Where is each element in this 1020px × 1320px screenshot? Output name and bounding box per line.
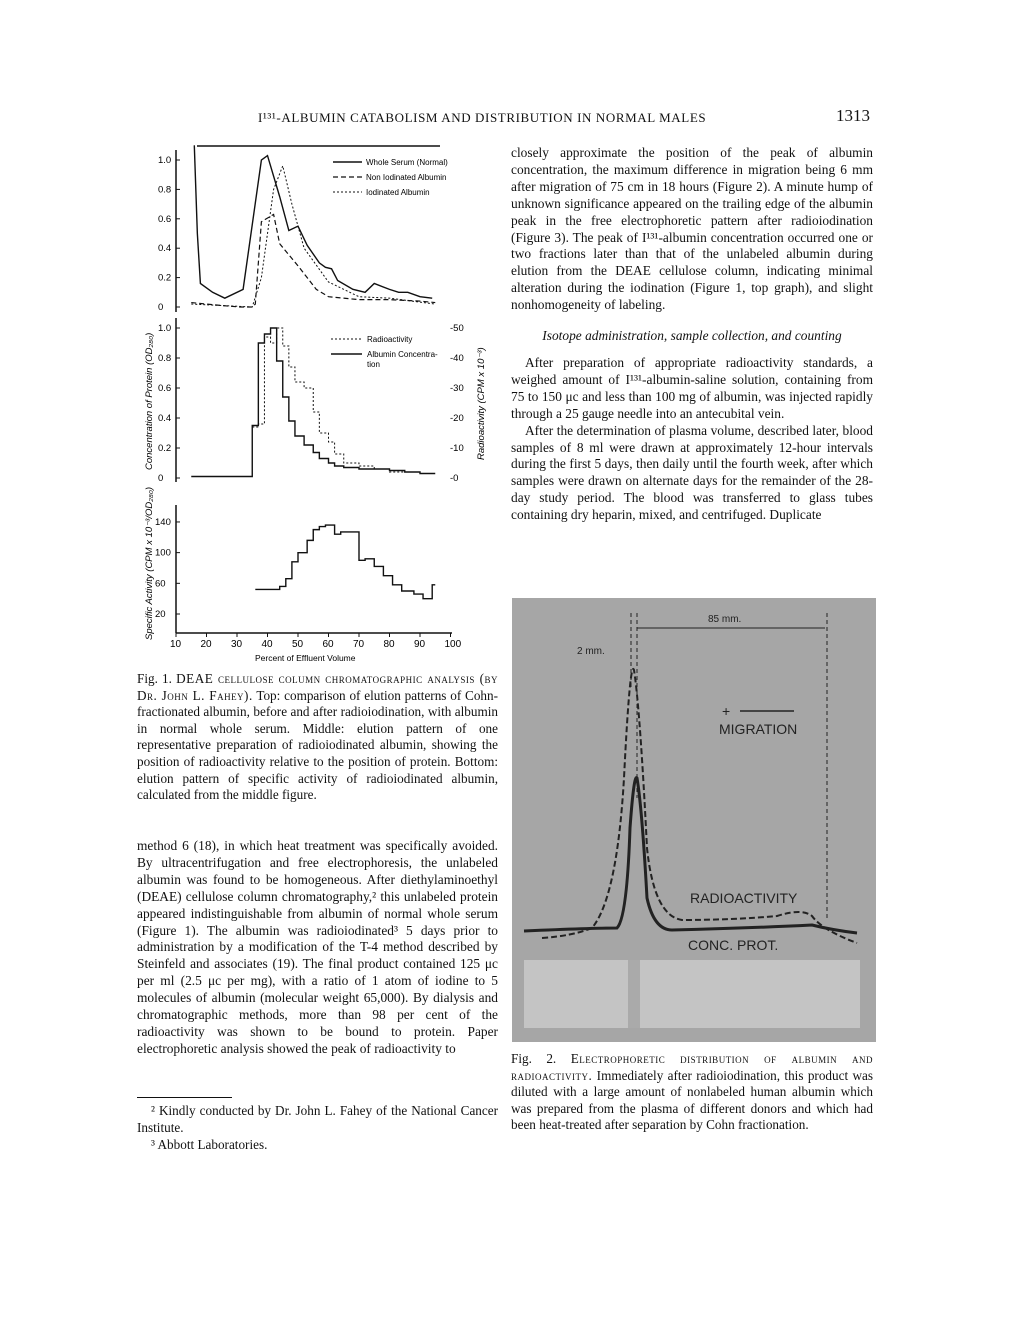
- y-tick-label-right: -30: [450, 383, 464, 394]
- plus-sign: +: [722, 703, 731, 719]
- legend-non-iodinated: Non Iodinated Albumin: [366, 173, 447, 182]
- figure-2-caption: [511, 1051, 873, 1134]
- fig1-label: Fig. 1.: [137, 671, 172, 686]
- x-tick-label: 90: [414, 639, 426, 650]
- y-tick-label-mid: 1.0: [158, 323, 172, 334]
- paragraph: closely approximate the position of the peak of albumin concentration, the maximum difference in migration being 6 mm after migration of 75 cm in 18 hours (Figure 2). A minute hump of unknown significance appeared on the trailing edge of the albumin peak in the free electrophoretic pattern after radioiodination (Figure 3). The peak of I¹³¹-albumin concentration occurred one or two fractions later than that of the unlabeled albumin during elution from the DEAE cellulose column, indicating minimal alteration during the iodination (Figure 1, top graph), and slight nonhomogeneity of labeling.: [511, 145, 873, 313]
- y-tick-label-right: -0: [450, 473, 459, 484]
- y-tick-label-top: 0.4: [158, 243, 172, 255]
- y-label-bottom: Specific Activity (CPM x 10⁻³/OD₂₈₀): [144, 487, 155, 640]
- running-title: I¹³¹-ALBUMIN CATABOLISM AND DISTRIBUTION IN NORMAL MALES: [258, 110, 707, 125]
- specific-activity-step-line: [255, 525, 435, 599]
- left-column-text: [137, 838, 498, 1058]
- y-tick-label-bottom: 140: [155, 516, 171, 528]
- y-tick-label-mid: 0.4: [158, 413, 172, 424]
- distance-85: 85 mm.: [708, 614, 742, 625]
- y-tick-label-top: 0: [158, 302, 164, 313]
- y-tick-label-top: 1.0: [158, 155, 172, 166]
- legend-radioactivity: Radioactivity: [367, 335, 413, 344]
- y-tick-label-mid: 0.6: [158, 383, 172, 394]
- paragraph: After the determination of plasma volume, described later, blood samples of 8 ml were drawn at approximately 12-hour intervals during the first 5 days, then daily until the fourth week, after which samples were drawn on alternate days for the remainder of the 28-day study period. The blood was transferred to glass tubes containing dry heparin, mixed, and centrifuged. Duplicate: [511, 422, 873, 523]
- non-iodinated-line: [191, 214, 435, 307]
- x-tick-label: 40: [261, 639, 273, 650]
- x-tick-label: 70: [353, 639, 365, 650]
- figure-1: [0, 0, 500, 670]
- right-column-text: [511, 145, 873, 524]
- migration-label: MIGRATION: [719, 721, 798, 737]
- paragraph: method 6 (18), in which heat treatment was specifically avoided. By ultracentrifugation and free electrophoresis, the unlabeled albumin was found to be homogeneous. After diethylaminoethyl (DEAE) cellulose column chromatography,² this unlabeled protein appeared indistinguishable from albumin of normal whole serum (Figure 1). The albumin was radioiodinated³ 5 days prior to administration by a modification of the T-4 method described by Steinfeld and associates (19). The final product contained 125 μc per ml (2.5 μc per mg), with a ratio of 1 atom of iodine to 5 molecules of albumin (molecular weight 65,000). By dialysis and chromatographic methods, more than 98 per cent of the radioactivity was shown to be bound to protein. Paper electrophoretic analysis showed the peak of radioactivity to: [137, 838, 498, 1056]
- y-tick-label-bottom: 20: [155, 609, 166, 620]
- fig2-body: Immediately after radioiodination, this product was diluted with a large amount of nonlabeled human albumin which was prepared from the plasma of different donors and which had been heat-treated after separation by Cohn fractionation.: [511, 1067, 873, 1133]
- x-tick-label: 60: [322, 639, 334, 650]
- x-tick-label: 20: [200, 639, 212, 650]
- fig1-body: Top: comparison of elution patterns of Cohn-fractionated albumin, before and after radioiodination, with albumin in normal whole serum. Middle: elution pattern of one representative preparation of radioiodinated albumin, showing the position of radioactivity relative to the position of protein. Bottom: elution pattern of specific activity of radioiodinated albumin, calculated from the middle figure.: [137, 687, 498, 803]
- fig2-label: Fig. 2.: [511, 1051, 557, 1066]
- fig1-title: DEAE cellulose column chromatographic analysis (by Dr. John L. Fahey).: [137, 671, 498, 703]
- x-tick-label: 10: [170, 639, 182, 650]
- y-tick-label-mid: 0.2: [158, 443, 172, 454]
- x-tick-label: 100: [444, 639, 462, 650]
- y-tick-label-right: -50: [450, 323, 464, 334]
- electrophoresis-strip: [524, 960, 860, 1028]
- y-tick-label-mid: 0.8: [158, 353, 172, 364]
- legend-albumin-1: Albumin Concentra-: [367, 350, 438, 359]
- y-tick-label-right: -20: [450, 413, 464, 424]
- y-tick-label-right: -10: [450, 443, 464, 454]
- conc-prot-label: CONC. PROT.: [688, 937, 779, 953]
- section-heading: Isotope administration, sample collection, and counting: [542, 328, 842, 344]
- figure-2: [512, 598, 876, 1042]
- whole-serum-line: [194, 145, 432, 298]
- radioactivity-label: RADIOACTIVITY: [690, 890, 798, 906]
- legend-iodinated: Iodinated Albumin: [366, 188, 430, 197]
- y-tick-label-bottom: 60: [155, 578, 166, 590]
- y-label-right: Radioactivity (CPM x 10⁻³): [476, 347, 487, 460]
- x-tick-label: 80: [383, 639, 395, 650]
- distance-2: 2 mm.: [577, 646, 605, 657]
- fig2-title: Electrophoretic distribution of albumin and radioactivity.: [511, 1051, 874, 1083]
- y-tick-label-top: 0.6: [158, 213, 172, 225]
- figure-1-caption: [137, 671, 498, 804]
- legend-whole-serum: Whole Serum (Normal): [366, 158, 448, 167]
- y-tick-label-top: 0.2: [158, 272, 172, 284]
- y-tick-label-top: 0.8: [158, 184, 172, 196]
- strip-band: [628, 960, 640, 1028]
- legend-albumin-2: tion: [367, 360, 380, 369]
- footnotes: [137, 1102, 498, 1153]
- y-tick-label-bottom: 100: [155, 547, 171, 559]
- page-number: 1313: [836, 106, 870, 125]
- y-label-left: Concentration of Protein (OD₂₈₀): [144, 332, 155, 470]
- y-tick-label-right: -40: [450, 353, 464, 364]
- x-label: Percent of Effluent Volume: [255, 653, 356, 663]
- footnote-2: ² Kindly conducted by Dr. John L. Fahey of the National Cancer Institute.: [137, 1103, 498, 1135]
- paragraph: After preparation of appropriate radioactivity standards, a weighed amount of I¹³¹-albumin-saline solution, containing from 75 to 150 μc and less than 100 mg of albumin, was injected rapidly through a 25 gauge needle into an antecubital vein.: [511, 354, 873, 421]
- x-tick-label: 30: [231, 639, 243, 650]
- x-tick-label: 50: [292, 639, 304, 650]
- y-tick-label-mid: 0: [158, 473, 164, 484]
- footnote-3: ³ Abbott Laboratories.: [151, 1137, 268, 1152]
- footnote-rule: [137, 1097, 232, 1098]
